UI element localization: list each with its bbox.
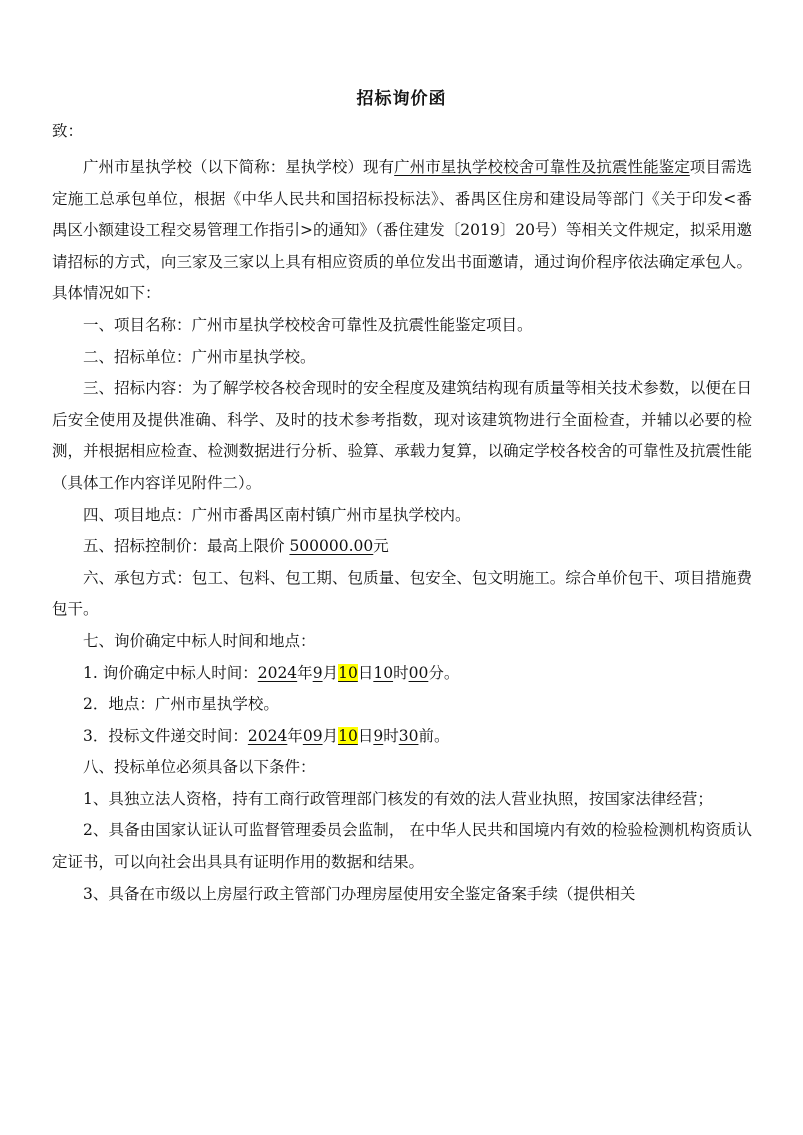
item-time-and-place: 七、询价确定中标人时间和地点： [83, 631, 316, 650]
sub3-day-highlighted: 10 [338, 726, 358, 745]
sub1-year: 2024 [257, 663, 298, 682]
control-price-amount: 500000.00 [289, 537, 374, 556]
item-control-price [52, 531, 752, 563]
item-contract-method: 六、承包方式：包工、包料、包工期、包质量、包安全、包文明施工。综合单价包干、项目措施费包干。 [52, 568, 752, 619]
sub3-month: 09 [302, 726, 323, 745]
condition-3: 3、具备在市级以上房屋行政主管部门办理房屋使用安全鉴定备案手续（提供相关 [83, 884, 636, 903]
intro-paragraph [52, 152, 752, 310]
sub1-prefix: 1. 询价确定中标人时间： [83, 663, 258, 682]
sub-location: 2．地点：广州市星执学校。 [83, 695, 279, 714]
sub3-hour: 9 [373, 726, 384, 745]
sub1-month-unit: 月 [322, 663, 339, 682]
sub3-prefix: 3．投标文件递交时间： [83, 726, 248, 745]
sub-submission-time [52, 721, 752, 753]
sub1-minute: 00 [408, 663, 429, 682]
sub1-minute-unit: 分。 [428, 663, 460, 682]
project-name-underlined: 广州市星执学校校舍可靠性及抗震性能鉴定 [394, 158, 690, 176]
item-tender-content: 三、招标内容：为了解学校各校舍现时的安全程度及建筑结构现有质量等相关技术参数，以便在日后安全使用及提供准确、科学、及时的技术参考指数，现对该建筑物进行全面检查，并辅以必要的检测，并根据相应检查、检测数据进行分析、验算、承载力复算，以确定学校各校舍的可靠性及抗震性能（具体工作内容详见附件二）。 [52, 379, 752, 492]
control-price-unit: 元 [373, 537, 389, 556]
sub-bid-opening-time [52, 658, 752, 690]
condition-2: 2、具备由国家认证认可监督管理委员会监制， 在中华人民共和国境内有效的检验检测机构资质认定证书，可以向社会出具具有证明作用的数据和结果。 [52, 821, 752, 872]
sub1-year-unit: 年 [297, 663, 313, 682]
item-project-location: 四、项目地点：广州市番禺区南村镇广州市星执学校内。 [83, 505, 471, 524]
sub3-month-unit: 月 [322, 726, 339, 745]
item-tender-unit: 二、招标单位：广州市星执学校。 [83, 347, 316, 366]
sub3-hour-unit: 时 [383, 726, 399, 745]
intro-text-1: 广州市星执学校（以下简称：星执学校）现有 [83, 158, 395, 176]
sub1-hour: 10 [373, 663, 394, 682]
sub1-day-unit: 日 [357, 663, 374, 682]
sub3-day-unit: 日 [357, 726, 374, 745]
sub1-day-highlighted: 10 [338, 663, 358, 682]
sub1-hour-unit: 时 [393, 663, 409, 682]
control-price-prefix: 五、招标控制价：最高上限价 [83, 537, 290, 556]
salutation: 致： [52, 122, 84, 140]
intro-text-2: 项目需选定施工总承包单位，根据《中华人民共和国招标投标法》、番禺区住房和建设局等部门《关于印发<番禺区小额建设工程交易管理工作指引>的通知》（番住建发〔2019〕20号）等相关文件规定，拟采用邀请招标的方式，向三家及三家以上具有相应资质的单位发出书面邀请，通过询价程序依法确定承包人。具体情况如下： [52, 158, 752, 303]
document-body [52, 152, 752, 910]
sub1-month: 9 [312, 663, 323, 682]
sub3-minute-unit: 前。 [418, 726, 450, 745]
sub3-year: 2024 [247, 726, 288, 745]
sub3-minute: 30 [398, 726, 419, 745]
sub3-year-unit: 年 [287, 726, 303, 745]
condition-1: 1、具独立法人资格，持有工商行政管理部门核发的有效的法人营业执照，按国家法律经营； [83, 789, 713, 808]
document-title: 招标询价函 [356, 89, 447, 109]
item-project-name: 一、项目名称：广州市星执学校校舍可靠性及抗震性能鉴定项目。 [83, 315, 533, 334]
item-bidder-requirements: 八、投标单位必须具备以下条件： [83, 758, 316, 777]
